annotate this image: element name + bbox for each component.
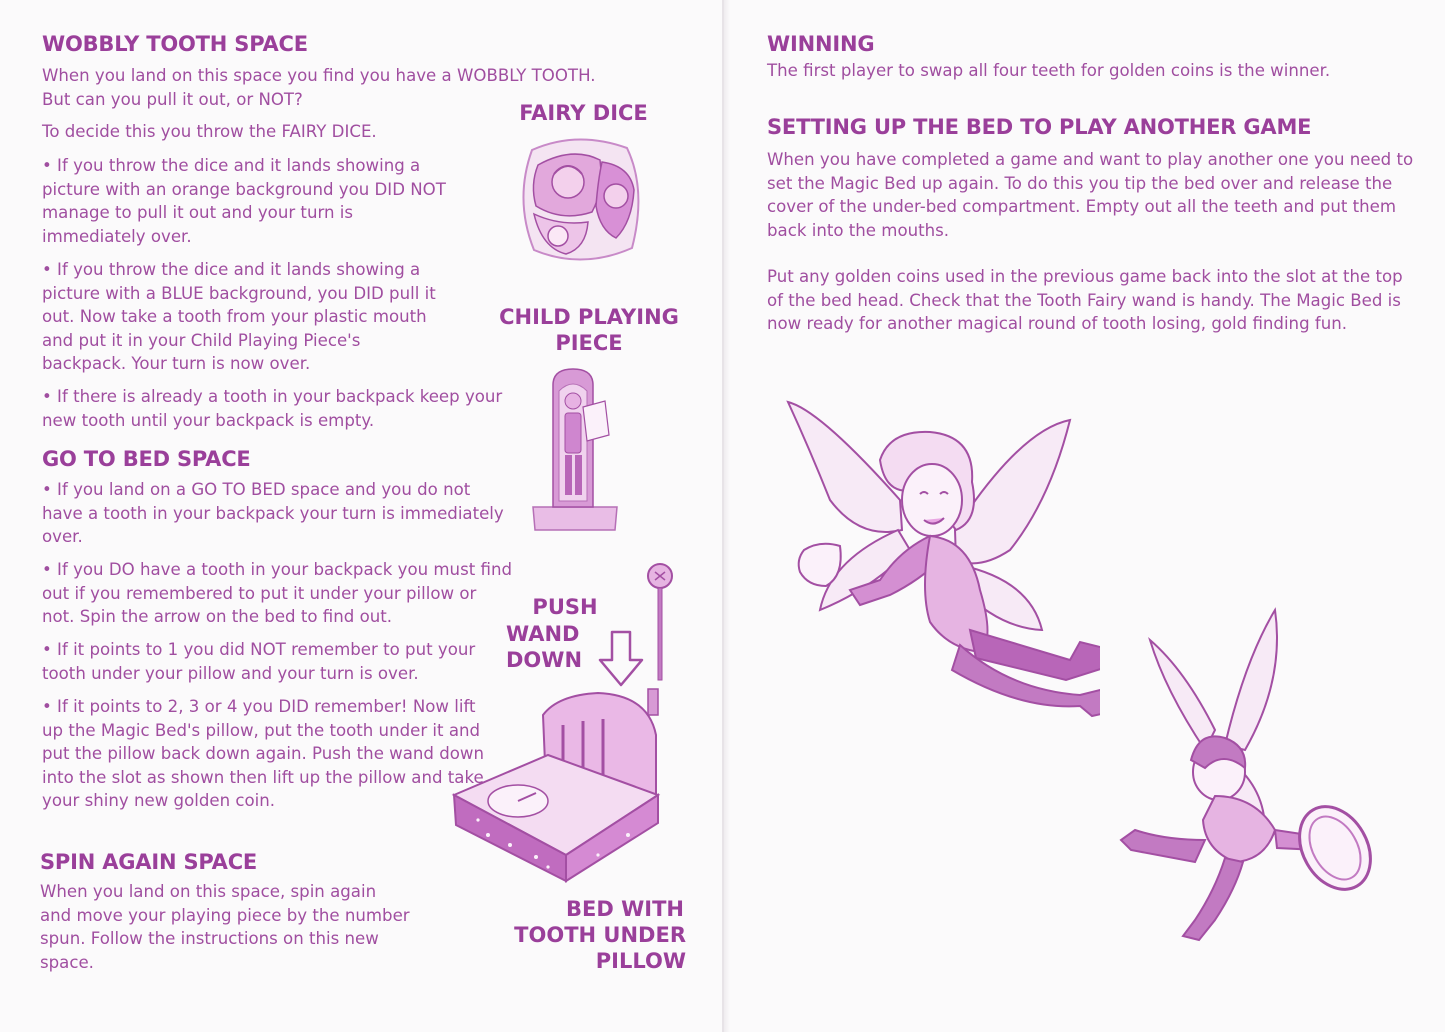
setup-text-1: When you have completed a game and want to play another one you need to set the Magic Bed up again. To do this you tip the bed over and release the cover of the under-bed compartment. Empty out all the teeth and put them back into the mouths.	[767, 150, 1414, 240]
winning-heading: WINNING	[767, 32, 875, 56]
bed-bullet-remember: • If it points to 2, 3 or 4 you DID remember! Now lift up the Magic Bed's pillow, put the tooth under it and put the pillow back down again. Push the wand down into the slot as shown then lift up the pillow and take your shiny new golden coin.	[42, 697, 485, 810]
wobbly-bullet-blue: • If you throw the dice and it lands showing a picture with a BLUE background, you DID pull it out. Now take a tooth from your plastic mouth and put it in your Child Playing Piece's backpack. Your turn is now over.	[42, 260, 436, 373]
spin-heading: SPIN AGAIN SPACE	[40, 850, 258, 874]
child-playing-piece-illustration	[525, 365, 625, 540]
label-fairy-dice: FAIRY DICE	[519, 101, 648, 125]
bed-heading: GO TO BED SPACE	[42, 447, 251, 471]
fairy-girl-illustration	[780, 390, 1100, 740]
bed-bullet-one: • If it points to 1 you did NOT remember to put your tooth under your pillow and your turn is over.	[42, 640, 476, 683]
wobbly-intro: When you land on this space you find you have a WOBBLY TOOTH. But can you pull it out, or NOT?	[42, 66, 596, 109]
down-arrow-icon	[596, 630, 646, 688]
wobbly-heading: WOBBLY TOOTH SPACE	[42, 32, 308, 56]
wobbly-dice-instruction: To decide this you throw the FAIRY DICE.	[42, 122, 377, 141]
bed-bullet-spin: • If you DO have a tooth in your backpack you must find out if you remembered to put it under your pillow or not. Spin the arrow on the bed to find out.	[42, 560, 512, 626]
label-tooth-under-pillow: TOOTH UNDER PILLOW	[514, 923, 686, 973]
winning-text: The first player to swap all four teeth for golden coins is the winner.	[767, 61, 1331, 80]
wand-icon	[645, 560, 675, 685]
fairy-dice-illustration	[512, 130, 647, 270]
label-child-playing: CHILD PLAYING	[499, 305, 679, 329]
setup-text-2: Put any golden coins used in the previous game back into the slot at the top of the bed head. Check that the Tooth Fairy wand is handy. The Magic Bed is now ready for another magical round of tooth losing, gold finding fun.	[767, 267, 1403, 333]
label-push: PUSH	[532, 595, 598, 619]
label-bed-with: BED WITH	[566, 897, 684, 921]
magic-bed-illustration	[448, 685, 688, 885]
fairy-boy-illustration	[1095, 600, 1395, 950]
bed-bullet-no-tooth: • If you land on a GO TO BED space and you do not have a tooth in your backpack your turn is immediately over.	[42, 480, 504, 546]
wobbly-bullet-backpack: • If there is already a tooth in your backpack keep your new tooth until your backpack is empty.	[42, 387, 503, 430]
label-wand: WAND	[506, 622, 580, 646]
page-fold-shadow	[724, 0, 730, 1032]
wobbly-bullet-orange: • If you throw the dice and it lands showing a picture with an orange background you DID NOT manage to pull it out and your turn is immediately over.	[42, 156, 446, 246]
label-piece: PIECE	[555, 331, 623, 355]
label-down: DOWN	[506, 648, 583, 672]
spin-text: When you land on this space, spin again and move your playing piece by the number spun. Follow the instructions on this new space.	[40, 882, 410, 972]
setup-heading: SETTING UP THE BED TO PLAY ANOTHER GAME	[767, 115, 1312, 139]
